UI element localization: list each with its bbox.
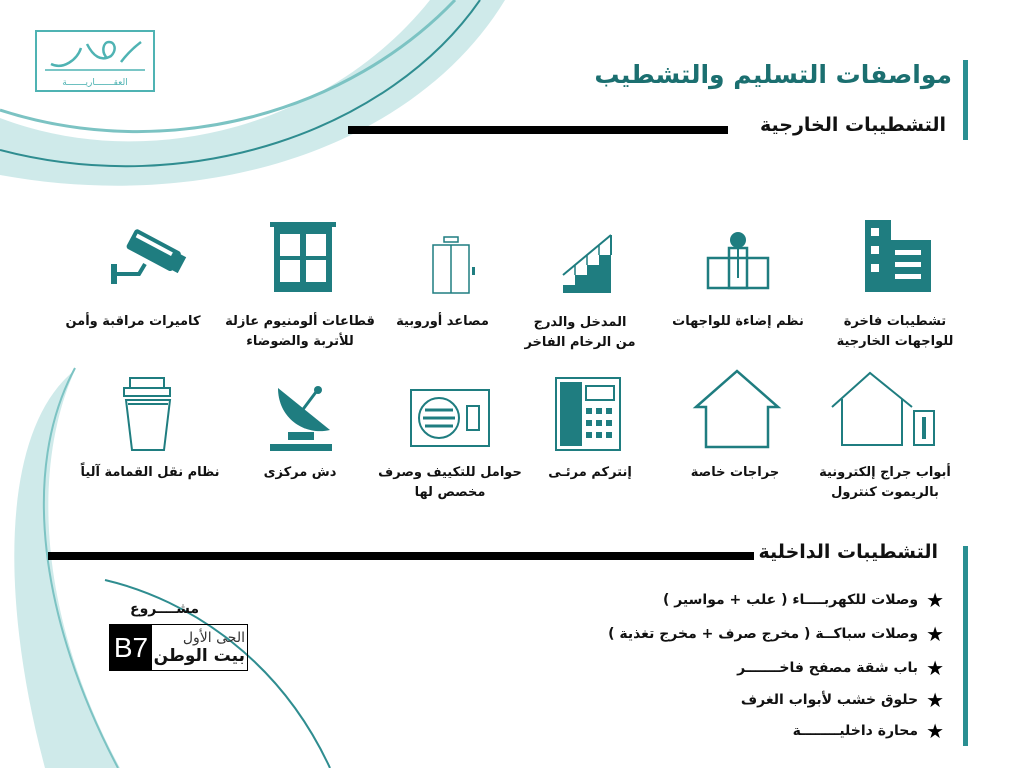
- interior-feature-item: ★ محارة داخليــــــــة: [792, 719, 944, 743]
- feature-caption: كاميرات مراقبة وأمن: [65, 314, 201, 329]
- elevator-icon: [405, 215, 495, 305]
- star-bullet-icon: ★: [926, 656, 944, 680]
- interior-feature-item: ★ وصلات للكهربــــاء ( علب + مواسير ): [662, 588, 944, 612]
- logo-subtitle: العقـــــــاريـــــــة: [62, 78, 128, 88]
- feature-caption: حوامل للتكييف وصرف مخصص لها: [378, 465, 522, 500]
- window-icon: [258, 212, 348, 302]
- star-bullet-icon: ★: [926, 622, 944, 646]
- remote-garage-door-icon: [828, 365, 938, 455]
- project-area: الحى الأول: [182, 629, 245, 646]
- star-bullet-icon: ★: [926, 688, 944, 712]
- feature-caption: دش مركزى: [263, 465, 337, 480]
- garage-icon: [692, 365, 782, 455]
- page-title: مواصفات التسليم والتشطيب: [594, 60, 952, 89]
- interior-divider: [48, 552, 754, 560]
- feature-caption: إنتركم مرئـى: [548, 465, 632, 480]
- staircase-icon: [553, 215, 643, 305]
- feature-caption: قطاعات ألومنيوم عازلة للأتربة والضوضاء: [225, 314, 375, 349]
- project-name: بيت الوطن: [153, 645, 245, 666]
- security-camera-icon: [105, 212, 195, 302]
- project-label: مشــــروع: [130, 601, 200, 617]
- interior-heading: التشطيبات الداخلية: [758, 541, 938, 563]
- feature-caption: المدخل والدرج من الرخام الفاخر: [524, 315, 636, 350]
- video-intercom-icon: [548, 372, 638, 462]
- feature-caption: تشطيبات فاخرة للواجهات الخارجية: [836, 314, 954, 349]
- interior-feature-item: ★ باب شقة مصفح فاخـــــــر: [737, 656, 944, 680]
- star-bullet-icon: ★: [926, 588, 944, 612]
- feature-caption: جراجات خاصة: [690, 465, 780, 480]
- star-bullet-icon: ★: [926, 719, 944, 743]
- facade-light-icon: [693, 212, 783, 302]
- feature-caption: نظم إضاءة للواجهات: [672, 314, 804, 329]
- ac-unit-icon: [405, 372, 495, 462]
- feature-caption: نظام نقل القمامة آلياً: [80, 465, 220, 480]
- project-code: B7: [110, 625, 152, 670]
- title-accent-bar: [963, 60, 968, 140]
- interior-accent-bar: [963, 546, 968, 746]
- feature-caption: مصاعد أوروبية: [396, 314, 489, 329]
- interior-feature-item: ★ وصلات سباكــة ( مخرج صرف + مخرج تغذية ): [608, 622, 944, 646]
- feature-caption: أبواب جراج إلكترونية بالريموت كنترول: [819, 465, 951, 500]
- interior-feature-item: ★ حلوق خشب لأبواب الغرف: [740, 688, 944, 712]
- exterior-heading: التشطيبات الخارجية: [760, 114, 946, 136]
- building-icon: [853, 212, 943, 302]
- satellite-dish-icon: [258, 370, 348, 460]
- logo-mark-icon: [37, 34, 153, 74]
- trash-chute-icon: [104, 372, 194, 462]
- exterior-divider: [348, 126, 728, 134]
- project-badge: [109, 624, 248, 671]
- company-logo: [35, 30, 155, 92]
